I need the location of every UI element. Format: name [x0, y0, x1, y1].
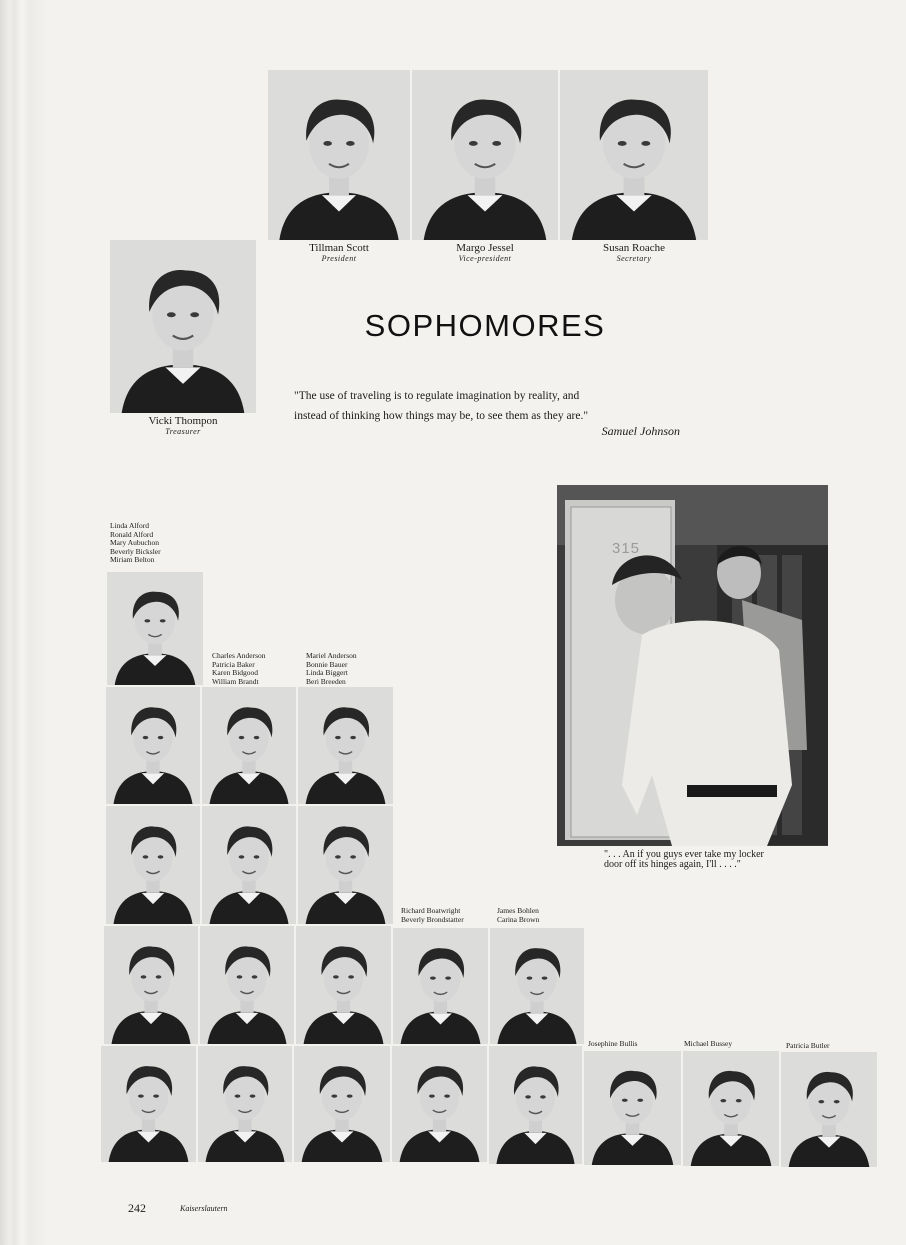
portrait-label: Patricia Butler [786, 1041, 830, 1050]
section-title: SOPHOMORES [364, 308, 606, 343]
student-portrait [296, 926, 391, 1044]
list-item: Beverly Bicksler [110, 546, 161, 556]
student-portrait [198, 1046, 292, 1162]
officer-caption-treasurer [110, 415, 256, 436]
student-portrait [106, 806, 200, 924]
list-item: Patricia Baker [212, 659, 255, 669]
officer-role: Secretary [616, 254, 652, 263]
officer-role: Vice-president [458, 254, 512, 263]
list-item: Beri Breeden [306, 676, 346, 686]
student-portrait [781, 1052, 877, 1167]
hallway-locker-photo [557, 485, 828, 846]
officer-name: Vicki Thompon [148, 415, 218, 427]
officer-caption-secretary [560, 242, 708, 263]
officer-caption-president [268, 242, 410, 263]
list-item: William Brandt [212, 676, 259, 686]
list-item: Bonnie Bauer [306, 659, 348, 669]
officer-photo-treasurer [110, 240, 256, 413]
student-portrait [101, 1046, 196, 1162]
name-list-col2 [212, 652, 266, 686]
list-item: Richard Boatwright [401, 906, 461, 915]
list-item: Mary Aubuchon [110, 538, 159, 548]
officer-name: Susan Roache [602, 242, 665, 254]
school-name: Kaiserslautern [180, 1204, 228, 1213]
student-portrait [202, 687, 296, 804]
officer-name: Margo Jessel [456, 242, 514, 254]
student-portrait [489, 1046, 582, 1164]
student-portrait [490, 928, 584, 1044]
portrait-label: Josephine Bullis [588, 1039, 638, 1048]
officer-role: President [321, 254, 357, 263]
quote-line: "The use of traveling is to regulate imagination by reality, and [294, 390, 580, 402]
student-portrait [683, 1051, 779, 1166]
list-item: Mariel Anderson [306, 651, 357, 660]
epigraph-quote [294, 386, 664, 426]
list-item: Ronald Alford [110, 529, 154, 539]
quote-author: Samuel Johnson [601, 424, 680, 438]
list-item: Carina Brown [497, 914, 540, 924]
page-binding [0, 0, 48, 1245]
list-item: Karen Bidgood [212, 668, 259, 678]
portrait-label: Michael Bussey [684, 1039, 733, 1048]
student-portrait [298, 806, 393, 924]
student-portrait [584, 1051, 681, 1165]
officer-name: Tillman Scott [309, 242, 369, 254]
name-list-col5 [497, 907, 539, 924]
list-item: Miriam Belton [110, 555, 155, 565]
name-list-col3 [306, 652, 357, 686]
officer-photo-president [268, 70, 410, 240]
student-portrait [104, 926, 198, 1044]
list-item: Linda Alford [110, 521, 149, 530]
list-item: Linda Biggert [306, 668, 348, 678]
student-portrait [393, 928, 488, 1044]
student-portrait [294, 1046, 390, 1162]
officer-caption-vice-president [412, 242, 558, 263]
student-portrait [202, 806, 296, 924]
student-portrait [106, 687, 200, 804]
student-portrait [392, 1046, 487, 1162]
officer-role: Treasurer [165, 427, 201, 436]
name-list-col1 [110, 522, 161, 565]
list-item: Beverly Brondstatter [401, 914, 464, 924]
student-portrait [200, 926, 294, 1044]
hallway-photo-caption: ". . . An if you guys ever take my locker door off its hinges again, I'll . . . ." [604, 849, 764, 870]
name-list-col4 [401, 907, 464, 924]
officer-photo-secretary [560, 70, 708, 240]
list-item: Charles Anderson [212, 651, 266, 660]
student-portrait [107, 572, 203, 685]
locker-number: 315 [612, 540, 641, 557]
quote-line: instead of thinking how things may be, to see them as they are." [294, 410, 589, 422]
student-portrait [298, 687, 393, 804]
page-number: 242 [128, 1201, 146, 1215]
list-item: James Bohlen [497, 906, 539, 915]
officer-photo-vice-president [412, 70, 558, 240]
